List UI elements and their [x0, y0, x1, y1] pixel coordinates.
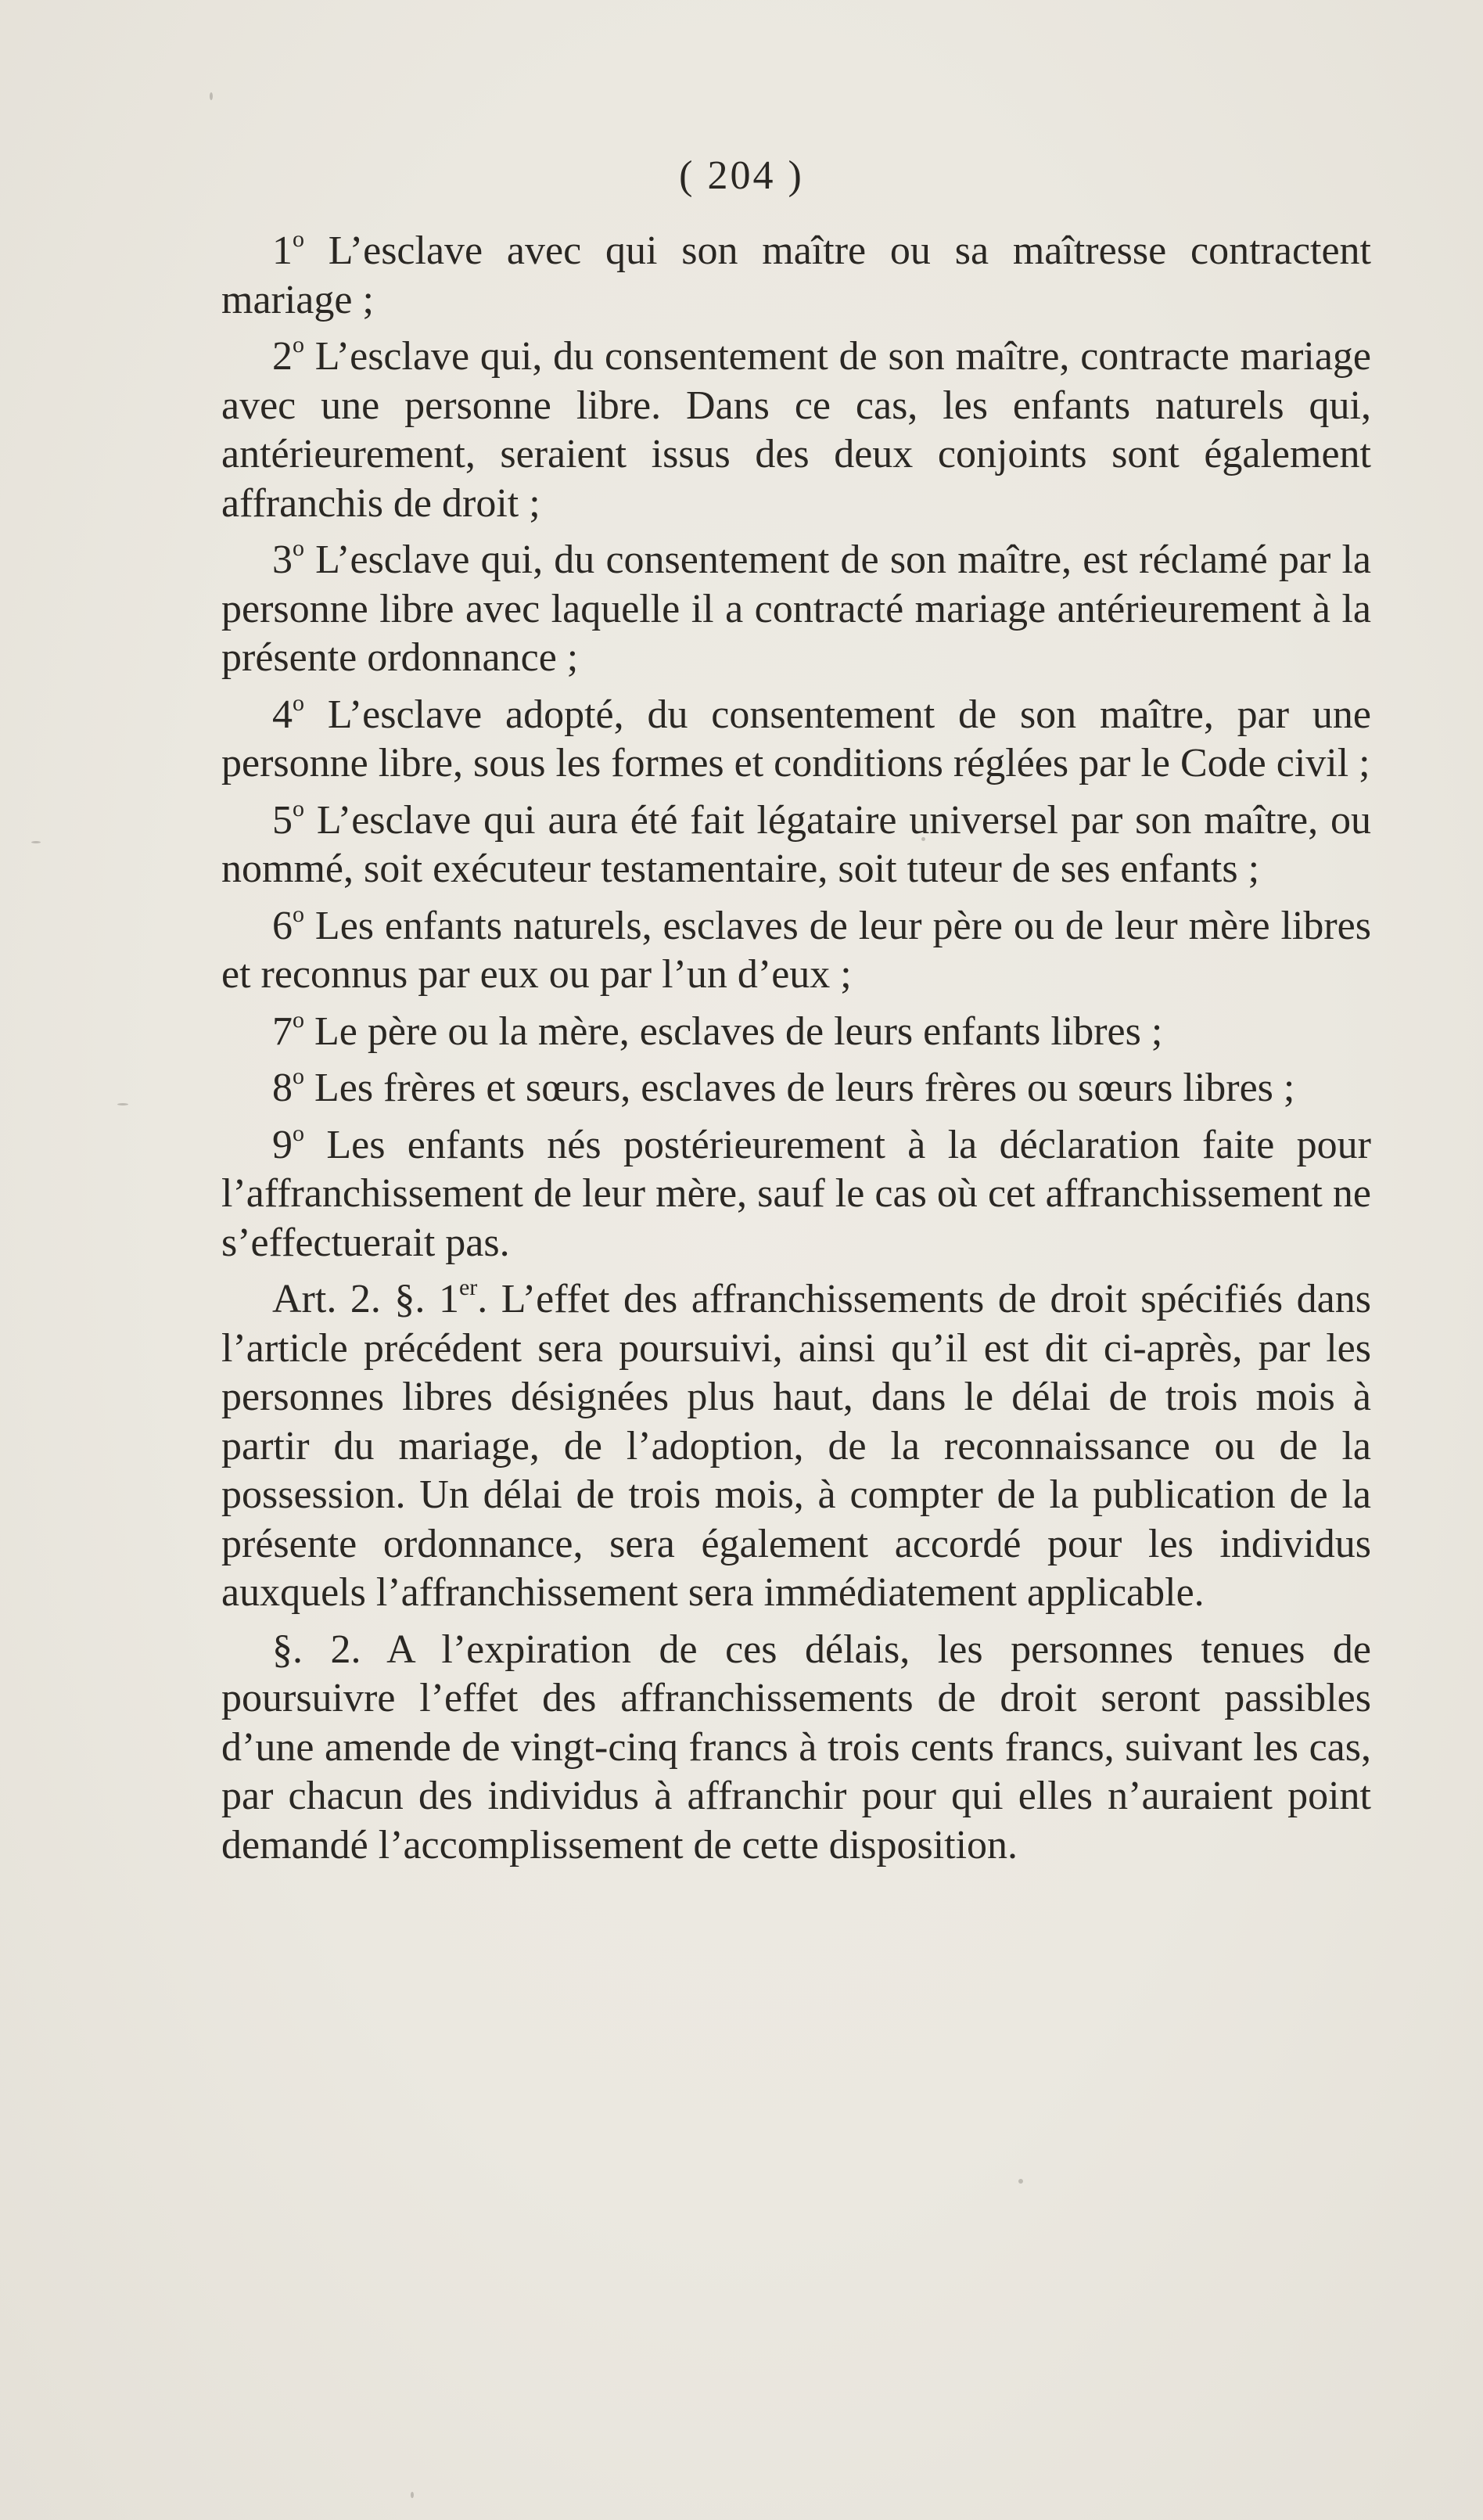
- paragraph-item-4: [221, 691, 1371, 789]
- paragraph-item-9: [221, 1121, 1371, 1268]
- item-number: 2: [272, 334, 293, 379]
- paragraph-text: Le père ou la mère, esclaves de leurs enfants libres ;: [304, 1008, 1163, 1054]
- section-heading: §. 2.: [272, 1627, 361, 1672]
- paper-speck: [210, 92, 213, 100]
- ordinal-mark: o: [293, 1120, 304, 1146]
- ordinal-mark: o: [293, 689, 304, 716]
- item-number: 7: [272, 1008, 293, 1054]
- item-number: 5: [272, 797, 293, 843]
- item-number: 1: [272, 228, 293, 273]
- paragraph-text: Les enfants naturels, esclaves de leur père ou de leur mère libres et reconnus par eux ou par l’un d’eux ;: [221, 903, 1371, 997]
- paragraph-text: L’esclave avec qui son maître ou sa maîtresse contractent mariage ;: [221, 228, 1371, 322]
- paper-speck: [921, 837, 925, 841]
- item-number: 9: [272, 1122, 293, 1167]
- paragraph-item-3: [221, 536, 1371, 683]
- paper-speck: [117, 1103, 128, 1105]
- item-number: 4: [272, 692, 293, 737]
- paper-speck: [1018, 2179, 1023, 2184]
- item-number: 6: [272, 903, 293, 948]
- paragraph-text: Les frères et sœurs, esclaves de leurs frères ou sœurs libres ;: [304, 1066, 1295, 1110]
- ordinal-mark: o: [293, 1063, 304, 1089]
- paragraph-item-8: [221, 1064, 1371, 1113]
- paragraph-item-6: [221, 902, 1371, 1000]
- paper-speck: [411, 2492, 414, 2498]
- ordinal-mark: o: [293, 332, 304, 358]
- paragraph-text: L’esclave adopté, du consentement de son maître, par une personne libre, sous les formes et conditions réglées par le Code civil ;: [221, 692, 1371, 785]
- paragraph-article-2-section-1: [221, 1275, 1371, 1618]
- paragraph-item-7: [221, 1008, 1371, 1057]
- ordinal-mark: o: [293, 535, 304, 561]
- paragraph-item-2: [221, 333, 1371, 528]
- article-heading: Art. 2. §. 1: [272, 1277, 459, 1321]
- ordinal-mark: o: [293, 1006, 304, 1033]
- ordinal-mark: o: [293, 795, 304, 821]
- ordinal-mark: er: [458, 1274, 478, 1300]
- paragraph-text: L’esclave qui, du consentement de son maître, est réclamé par la personne libre avec laquelle il a contracté mariage antérieurement à la présente ordonnance ;: [221, 537, 1371, 680]
- paragraph-text: Les enfants nés postérieurement à la déclaration faite pour l’affranchissement de leur mère, sauf le cas où cet affranchissement ne s’effectuerait pas.: [221, 1122, 1371, 1265]
- paragraph-section-2: [221, 1626, 1371, 1871]
- paragraph-item-1: [221, 227, 1371, 325]
- ordinal-mark: o: [293, 226, 304, 252]
- paragraph-item-5: [221, 796, 1371, 894]
- page-number: ( 204 ): [679, 153, 804, 198]
- paragraph-text: L’esclave qui aura été fait légataire universel par son maître, ou nommé, soit exécuteur testamentaire, soit tuteur de ses enfants ;: [221, 797, 1371, 891]
- paper-speck: [31, 841, 41, 843]
- ordinal-mark: o: [293, 901, 304, 927]
- item-number: 8: [272, 1066, 293, 1110]
- paragraph-text: . L’effet des affranchissements de droit spécifiés dans l’article précédent sera poursuivi, ainsi qu’il est dit ci-après, par les personnes libres désignées plus haut, dans le délai de trois mois à partir du mariage, de l’adoption, de la reconnaissance ou de la possession. Un délai de trois mois, à compter de la publication de la présente ordonnance, sera également accordé pour les individus auxquels l’affranchissement sera immédiatement applicable.: [221, 1277, 1371, 1615]
- item-number: 3: [272, 537, 293, 582]
- body-text: [221, 227, 1371, 1878]
- paragraph-text: A l’expiration de ces délais, les personnes tenues de poursuivre l’effet des affranchissements de droit seront passibles d’une amende de vingt-cinq francs à trois cents francs, suivant les cas, par chacun des individus à affranchir pour qui elles n’auraient point demandé l’accomplissement de cette disposition.: [221, 1627, 1372, 1868]
- paragraph-text: L’esclave qui, du consentement de son maître, contracte mariage avec une personne libre. Dans ce cas, les enfants naturels qui, antérieurement, seraient issus des deux conjoints sont également affranchis de droit ;: [221, 334, 1371, 526]
